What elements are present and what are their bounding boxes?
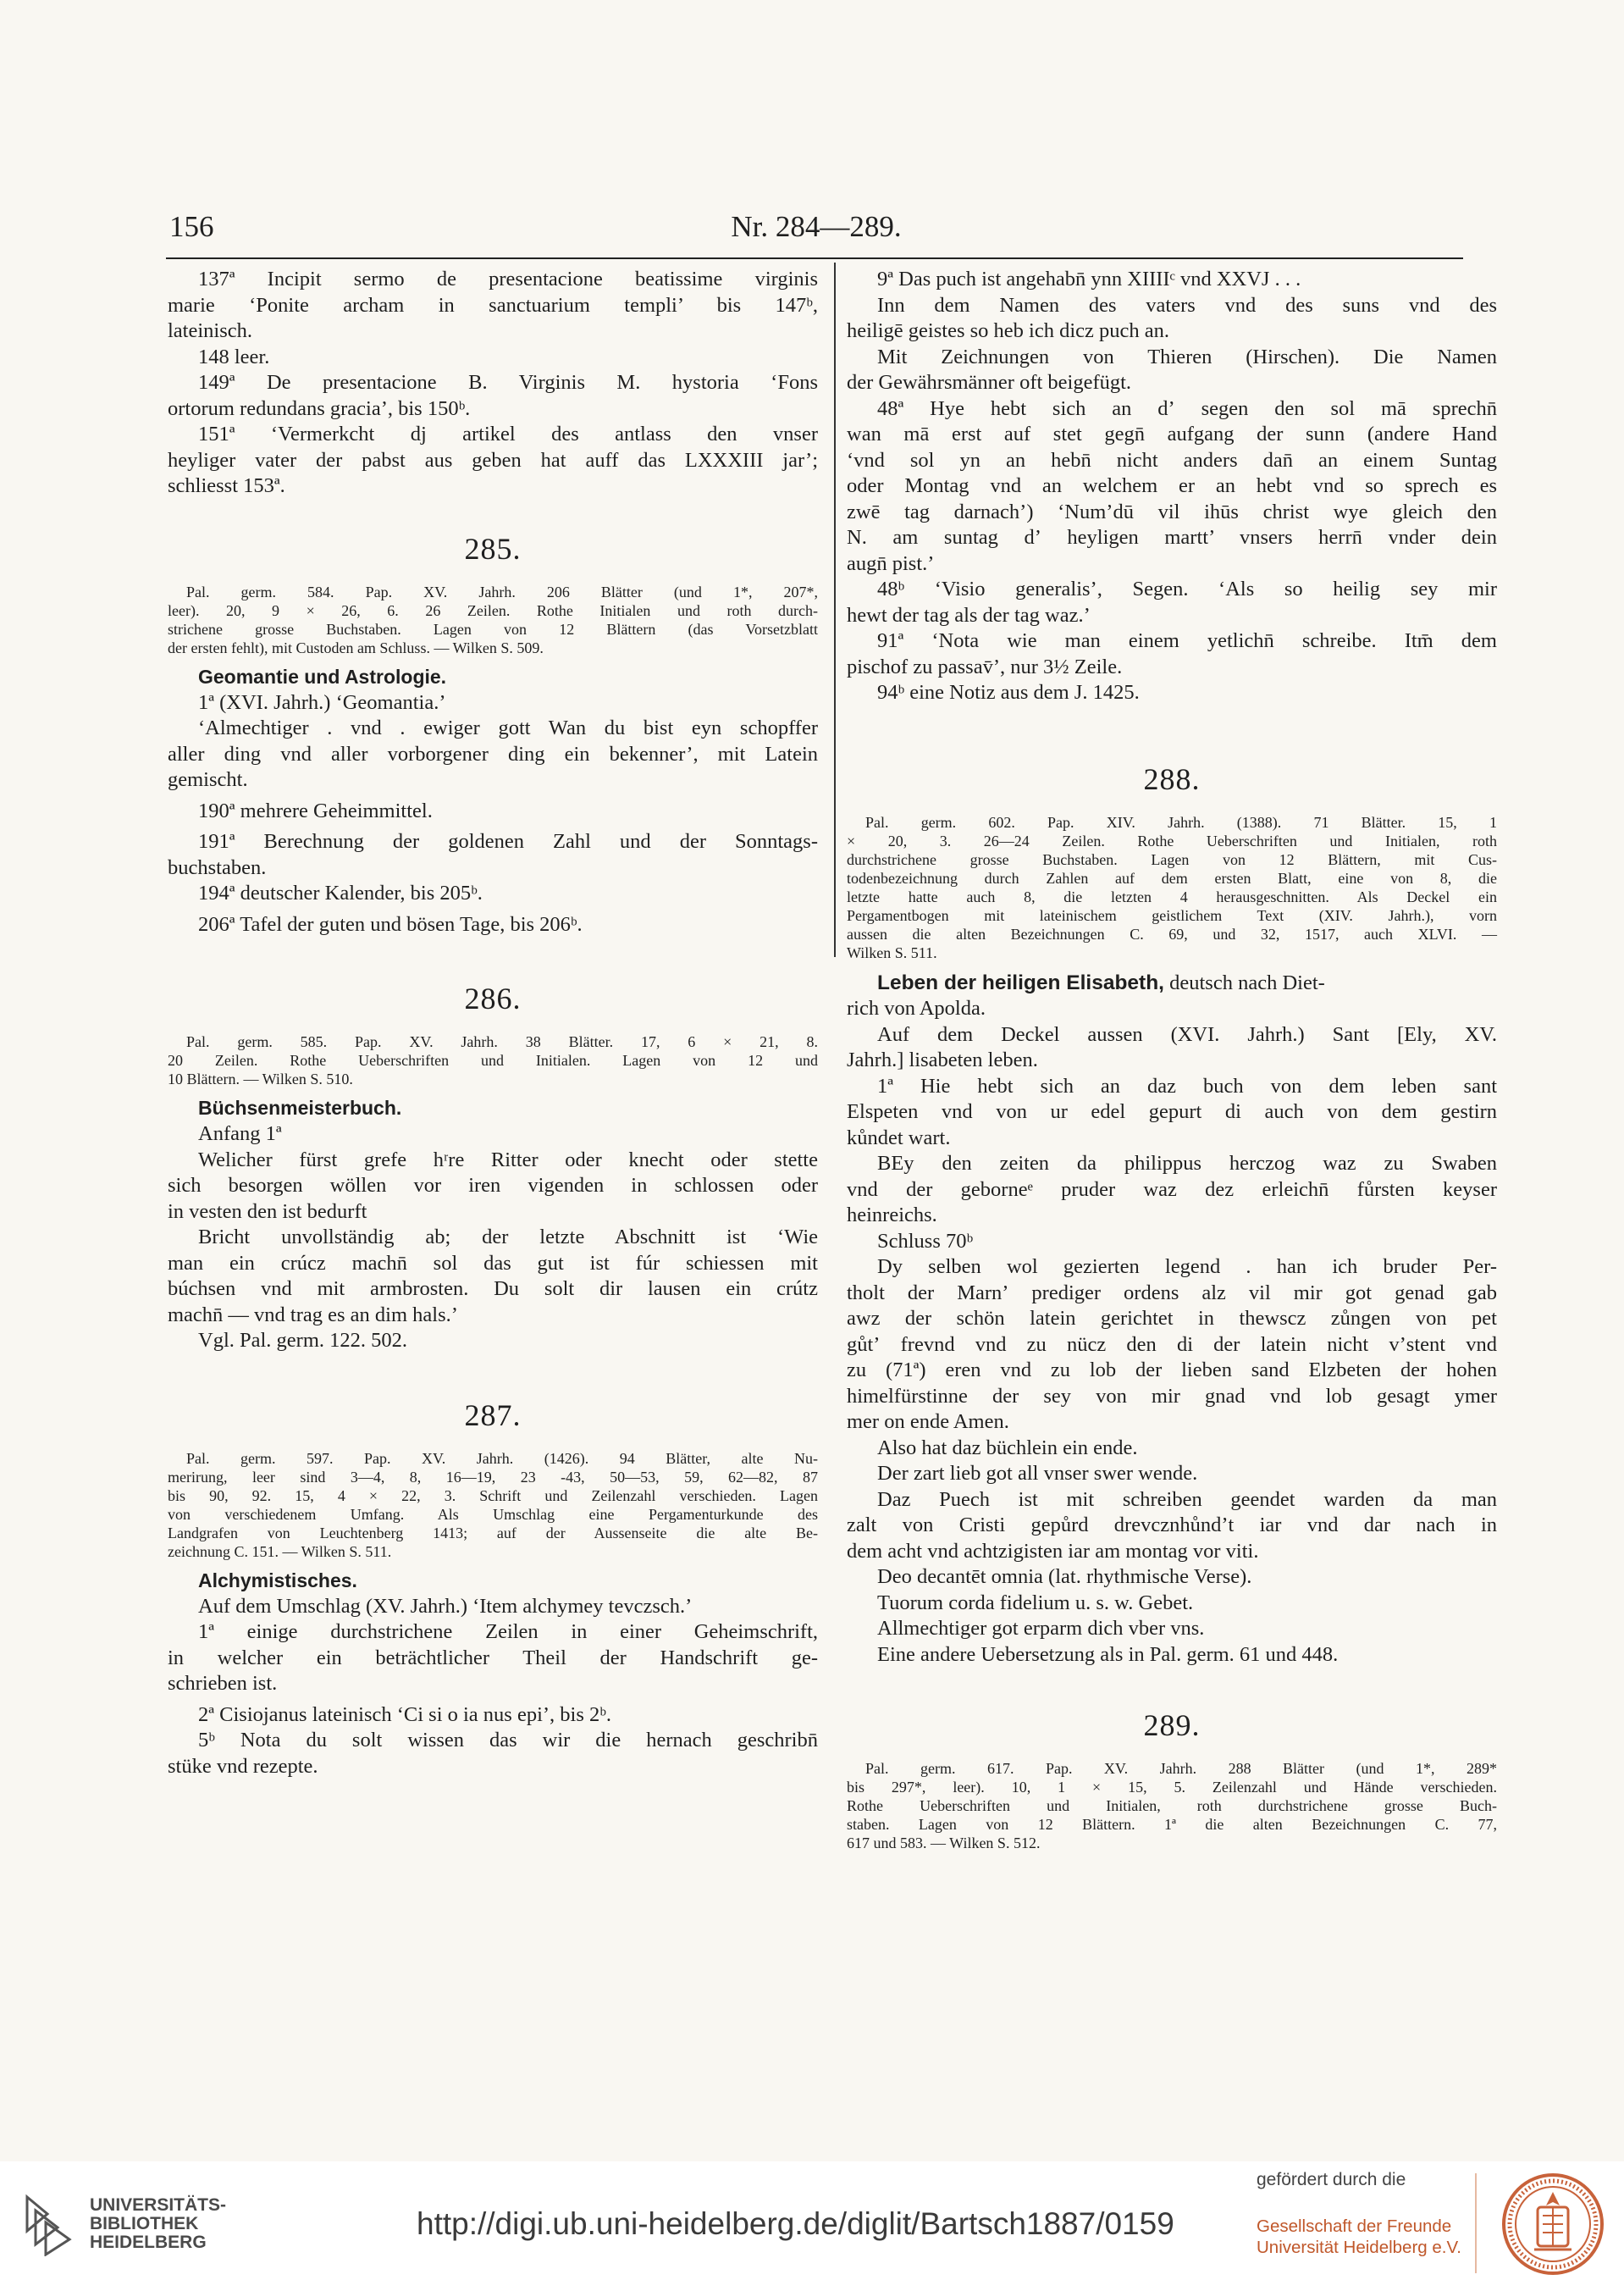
text-line: augn̄ pist.’	[847, 551, 935, 575]
description-line: von verschiedenem Umfang. Als Umschlag eine Pergamenturkunde des	[168, 1505, 818, 1523]
description-line: Rothe Ueberschriften und Initialen, roth durchstrichene grosse Buch-	[847, 1797, 1497, 1814]
text-line: machn̄ — vnd trag es an dim hals.’	[168, 1303, 458, 1326]
text-line: sich besorgen wöllen vor iren vigenden in schlossen oder	[168, 1174, 818, 1197]
description-line: staben. Lagen von 12 Blättern. 1ª die alten Bezeichnungen C. 77,	[847, 1816, 1497, 1833]
funded-by-label: gefördert durch die	[1257, 2170, 1406, 2189]
description-line: todenbezeichnung durch Zahlen auf dem ersten Blatt, eine von 8, die	[847, 869, 1497, 887]
text-line	[847, 971, 1497, 997]
text-line: dem acht vnd achtzigisten iar am montag vor viti.	[847, 1539, 1259, 1563]
text-line: heyliger vater der pabst aus geben hat auff das LXXXIII jar’;	[168, 448, 818, 472]
text-line: vnd der geborneᵉ pruder waz dez erleichn̄ fůrsten keyser	[847, 1177, 1497, 1201]
text-line: Mit Zeichnungen von Thieren (Hirschen). Die Namen	[877, 345, 1497, 368]
text-line: awz der schön latein gerichtet in thewscz zůngen von pet	[847, 1307, 1497, 1330]
text-line: marie ‘Ponite archam in sanctuarium templi’ bis 147ᵇ,	[168, 293, 818, 317]
text-line: búchsen vnd mit armbrosten. Du solt dir lausen ein crútz	[168, 1277, 818, 1300]
text-line: 1ª (XVI. Jahrh.) ‘Geomantia.’	[198, 690, 446, 714]
text-line: der Gewährsmänner oft beigefügt.	[847, 371, 1132, 394]
text-line: buchstaben.	[168, 855, 267, 879]
text-line: 48ª Hye hebt sich an dʼ segen den sol mā sprechn̄	[877, 396, 1497, 420]
description-line: Pal. germ. 602. Pap. XIV. Jahrh. (1388). 71 Blätter. 15, 1	[865, 813, 1497, 831]
entry-number: 289.	[1143, 1708, 1201, 1742]
footer-divider	[1475, 2173, 1477, 2273]
text-line: oder Montag vnd an welchem er an hebt vnd so sprech es	[847, 474, 1497, 497]
text-line: Jahrh.] lisabeten leben.	[847, 1049, 1038, 1071]
text-line: 151ª ‘Vermerkcht dj artikel des antlass den vnser	[198, 423, 818, 445]
page-heading: Nr. 284—289.	[731, 210, 902, 243]
text-line: Bricht unvollständig ab; der letzte Abschnitt ist ‘Wie	[198, 1226, 818, 1248]
text-line: gůtʼ frevnd vnd zu nücz den di der latein nicht vʼstent vnd	[847, 1332, 1497, 1356]
society-name-line: Gesellschaft der Freunde	[1257, 2216, 1452, 2236]
text-line: 48ᵇ ‘Visio generalis’, Segen. ‘Als so heilig sey mir	[877, 578, 1497, 600]
text-line: Dy selben wol gezierten legend . han ich bruder Per-	[877, 1255, 1497, 1278]
text-line: Allmechtiger got erparm dich vber vns.	[877, 1617, 1205, 1640]
text-line: 148 leer.	[198, 345, 270, 368]
page-number: 156	[169, 210, 214, 243]
text-line: ‘vnd sol yn an hebn̄ nicht anders dan̄ an einem Suntag	[847, 448, 1497, 472]
text-line: man ein crúcz machn̄ sol das gut ist fúr schiessen mit	[168, 1251, 818, 1275]
text-line: Eine andere Uebersetzung als in Pal. germ. 61 und 448.	[877, 1642, 1339, 1666]
text-line: Auf dem Umschlag (XV. Jahrh.) ‘Item alchymey tevczsch.’	[198, 1594, 693, 1618]
text-line: zalt von Cristi gepůrd drevcznhůndʼt iar vnd dar nach in	[847, 1514, 1497, 1536]
library-name-line: HEIDELBERG	[90, 2233, 207, 2252]
section-heading: Büchsenmeisterbuch.	[198, 1097, 402, 1119]
description-line: × 20, 3. 26—24 Zeilen. Rothe Ueberschriften und Initialen, roth	[847, 832, 1497, 849]
description-line: zeichnung C. 151. — Wilken S. 511.	[168, 1542, 392, 1560]
text-line: Inn dem Namen des vaters vnd des suns vnd des	[877, 293, 1497, 317]
permalink-url[interactable]: http://digi.ub.uni-heidelberg.de/diglit/Bartsch1887/0159	[417, 2206, 1174, 2241]
entry-287	[168, 1398, 818, 1780]
entry-number: 286.	[464, 982, 522, 1015]
text-line: Deo decantēt omnia (lat. rhythmische Verse).	[877, 1565, 1252, 1588]
section-heading: Geomantie und Astrologie.	[198, 665, 447, 688]
text-line: schliesst 153ª.	[168, 474, 285, 497]
society-name	[1257, 2216, 1461, 2258]
text-line: 190ª mehrere Geheimmittel.	[198, 799, 433, 822]
text-line: tholt der Marnʼ prediger ordens alz vil mir got genad gab	[847, 1281, 1497, 1304]
text-line: Welicher fürst grefe hʳre Ritter oder knecht oder stette	[198, 1148, 818, 1171]
entry-number: 285.	[464, 531, 522, 566]
text-line: aller ding vnd aller vorborgener ding ein bekenner’, mit Latein	[168, 742, 818, 766]
text-line: BEy den zeiten da philippus herczog waz zu Swaben	[877, 1152, 1497, 1175]
entry-286	[168, 982, 818, 1354]
description-line: der ersten fehlt), mit Custoden am Schluss. — Wilken S. 509.	[168, 639, 544, 656]
text-line: Also hat daz büchlein ein ende.	[877, 1436, 1138, 1459]
text-line: Anfang 1ª	[198, 1122, 282, 1145]
description-line: strichene grosse Buchstaben. Lagen von 12 Blättern (das Vorsetzblatt	[168, 620, 818, 638]
text-line: zwē tag darnach’) ‘Num’dū vil ihūs christ wye gleich den	[847, 500, 1497, 523]
text-line: gemischt.	[168, 768, 248, 791]
description-line: Pergamentbogen mit lateinischem geistlichem Text (XIV. Jahrh.), vorn	[847, 906, 1497, 924]
text-line: mer on ende Amen.	[847, 1410, 1009, 1433]
text-line: Daz Puech ist mit schreiben geendet warden da man	[877, 1487, 1497, 1511]
text-line: Schluss 70ᵇ	[877, 1229, 974, 1253]
section-heading: Alchymistisches.	[198, 1569, 357, 1591]
description-line: Pal. germ. 617. Pap. XV. Jahrh. 288 Blätter (und 1*, 289*	[865, 1760, 1497, 1777]
right-column	[847, 267, 1497, 1852]
description-line: Pal. germ. 584. Pap. XV. Jahrh. 206 Blätter (und 1*, 207*,	[186, 583, 818, 600]
description-line: Pal. germ. 597. Pap. XV. Jahrh. (1426). 94 Blätter, alte Nu-	[186, 1449, 818, 1467]
university-seal-icon	[1500, 2172, 1605, 2277]
entry-285	[168, 532, 818, 938]
entry-288	[847, 762, 1497, 1668]
text-line: zu (71ª) eren vnd zu lob der lieben sand Elzbeten der hohen	[847, 1359, 1497, 1381]
description-line: Pal. germ. 585. Pap. XV. Jahrh. 38 Blätter. 17, 6 × 21, 8.	[186, 1033, 818, 1050]
footer-bar	[0, 2161, 1624, 2280]
entry-289	[847, 1708, 1497, 1852]
description-line: Wilken S. 511.	[847, 944, 937, 961]
text-line: 194ª deutscher Kalender, bis 205ᵇ.	[198, 882, 483, 905]
text-line: heinreichs.	[847, 1204, 937, 1226]
description-line: 617 und 583. — Wilken S. 512.	[847, 1835, 1041, 1851]
description-line: merirung, leer sind 3—4, 8, 16—19, 23 -43, 50—53, 59, 62—82, 87	[168, 1468, 818, 1486]
text-line: 1ª einige durchstrichene Zeilen in einer Geheimschrift,	[198, 1620, 818, 1643]
text-line: Tuorum corda fidelium u. s. w. Gebet.	[877, 1591, 1194, 1614]
text-line: Der zart lieb got all vnser swer wende.	[877, 1462, 1198, 1485]
text-line: stüke vnd rezepte.	[168, 1754, 318, 1778]
description-line: aussen die alten Bezeichnungen C. 69, und 32, 1517, auch XLVI. —	[847, 925, 1497, 943]
text-line: 137ª Incipit sermo de presentacione beatissime virginis	[198, 268, 818, 291]
text-line: 91ª ‘Nota wie man einem yetlichn̄ schreibe. Itm̄ dem	[877, 629, 1497, 652]
society-name-line: Universität Heidelberg e.V.	[1257, 2238, 1461, 2257]
text-line: rich von Apolda.	[847, 997, 986, 1020]
description-line: leer). 20, 9 × 26, 6. 26 Zeilen. Rothe Initialen und roth durch-	[168, 601, 818, 619]
description-line: Landgrafen von Leuchtenberg 1413; auf der Aussenseite die alte Be-	[168, 1524, 818, 1541]
entry-287-continuation	[847, 267, 1497, 706]
text-line: 5ᵇ Nota du solt wissen das wir die hernach geschribn̄	[198, 1729, 818, 1752]
text-line: hewt der tag als der tag waz.’	[847, 603, 1091, 627]
text-line: lateinisch.	[168, 319, 253, 342]
left-column	[168, 267, 818, 1779]
text-line: 2ª Cisiojanus lateinisch ‘Ci si o ia nus epi’, bis 2ᵇ.	[198, 1702, 611, 1726]
text-line: heiligē geistes so heb ich dicz puch an.	[847, 319, 1169, 342]
entry-284-continuation	[168, 267, 818, 500]
text-line: 1ª Hie hebt sich an daz buch von dem leben sant	[877, 1074, 1497, 1098]
library-name-line: BIBLIOTHEK	[90, 2214, 199, 2233]
text-line: ortorum redundans gracia’, bis 150ᵇ.	[168, 396, 471, 420]
text-line: 191ª Berechnung der goldenen Zahl und der Sonntags-	[198, 830, 818, 853]
entry-number: 287.	[464, 1397, 522, 1432]
header-rule	[166, 257, 1463, 259]
text-line: Vgl. Pal. germ. 122. 502.	[198, 1329, 408, 1352]
text-line: himelfürstinne der sey von mir gnad vnd lob gesagt ymer	[847, 1384, 1497, 1408]
text-line: Elspeten vnd von ur edel gepurt di auch von dem gestirn	[847, 1100, 1497, 1123]
running-head	[169, 206, 1463, 248]
library-name-line: UNIVERSITÄTS-	[90, 2195, 227, 2215]
description-line: durchstrichene grosse Buchstaben. Lagen von 12 Blättern, mit Cus-	[847, 850, 1497, 868]
text-line: pischof zu passav̄’, nur 3½ Zeile.	[847, 655, 1123, 678]
text-line: ‘Almechtiger . vnd . ewiger gott Wan du bist eyn schopffer	[198, 717, 818, 739]
column-divider	[834, 263, 836, 957]
description-line: bis 297*, leer). 10, 1 × 15, 5. Zeilenzahl und Hände verschieden.	[847, 1779, 1497, 1796]
text-line: kůndet wart.	[847, 1126, 951, 1149]
description-line: 20 Zeilen. Rothe Ueberschriften und Initialen. Lagen von 12 und	[168, 1052, 818, 1069]
university-library-name	[90, 2196, 226, 2252]
text-line: 9ª Das puch ist angehabn̄ ynn XIIIIᶜ vnd XXVJ . . .	[877, 268, 1301, 291]
description-line: bis 90, 92. 15, 4 × 22, 3. Schrift und Zeilenzahl verschieden. Lagen	[168, 1486, 818, 1504]
text-line: 149ª De presentacione B. Virginis M. hystoria ‘Fons	[198, 371, 818, 394]
text-line: wan mā erst auf stet gegn̄ aufgang der sunn (andere Hand	[847, 423, 1497, 445]
description-line: 10 Blättern. — Wilken S. 510.	[168, 1071, 353, 1087]
university-library-logo-icon	[22, 2194, 81, 2256]
entry-number: 288.	[1143, 761, 1201, 796]
text-line: schrieben ist.	[168, 1672, 278, 1695]
text-line: Auf dem Deckel aussen (XVI. Jahrh.) Sant [Ely, XV.	[877, 1022, 1497, 1046]
text-line: 94ᵇ eine Notiz aus dem J. 1425.	[877, 681, 1140, 704]
text-line: in welcher ein beträchtlicher Theil der Handschrift ge-	[168, 1646, 818, 1669]
text-line: in vesten den ist bedurft	[168, 1199, 367, 1223]
text-line: 206ª Tafel der guten und bösen Tage, bis 206ᵇ.	[198, 912, 583, 936]
heading-continuation: deutsch nach Diet-	[1164, 971, 1325, 994]
section-heading: Leben der heiligen Elisabeth,	[877, 971, 1164, 994]
text-line: N. am suntag dʼ heyligen martt’ vnsers herrn̄ vnder dein	[847, 526, 1497, 549]
description-line: letzte hatte auch 8, die letzten 4 herausgeschnitten. Als Deckel ein	[847, 888, 1497, 905]
